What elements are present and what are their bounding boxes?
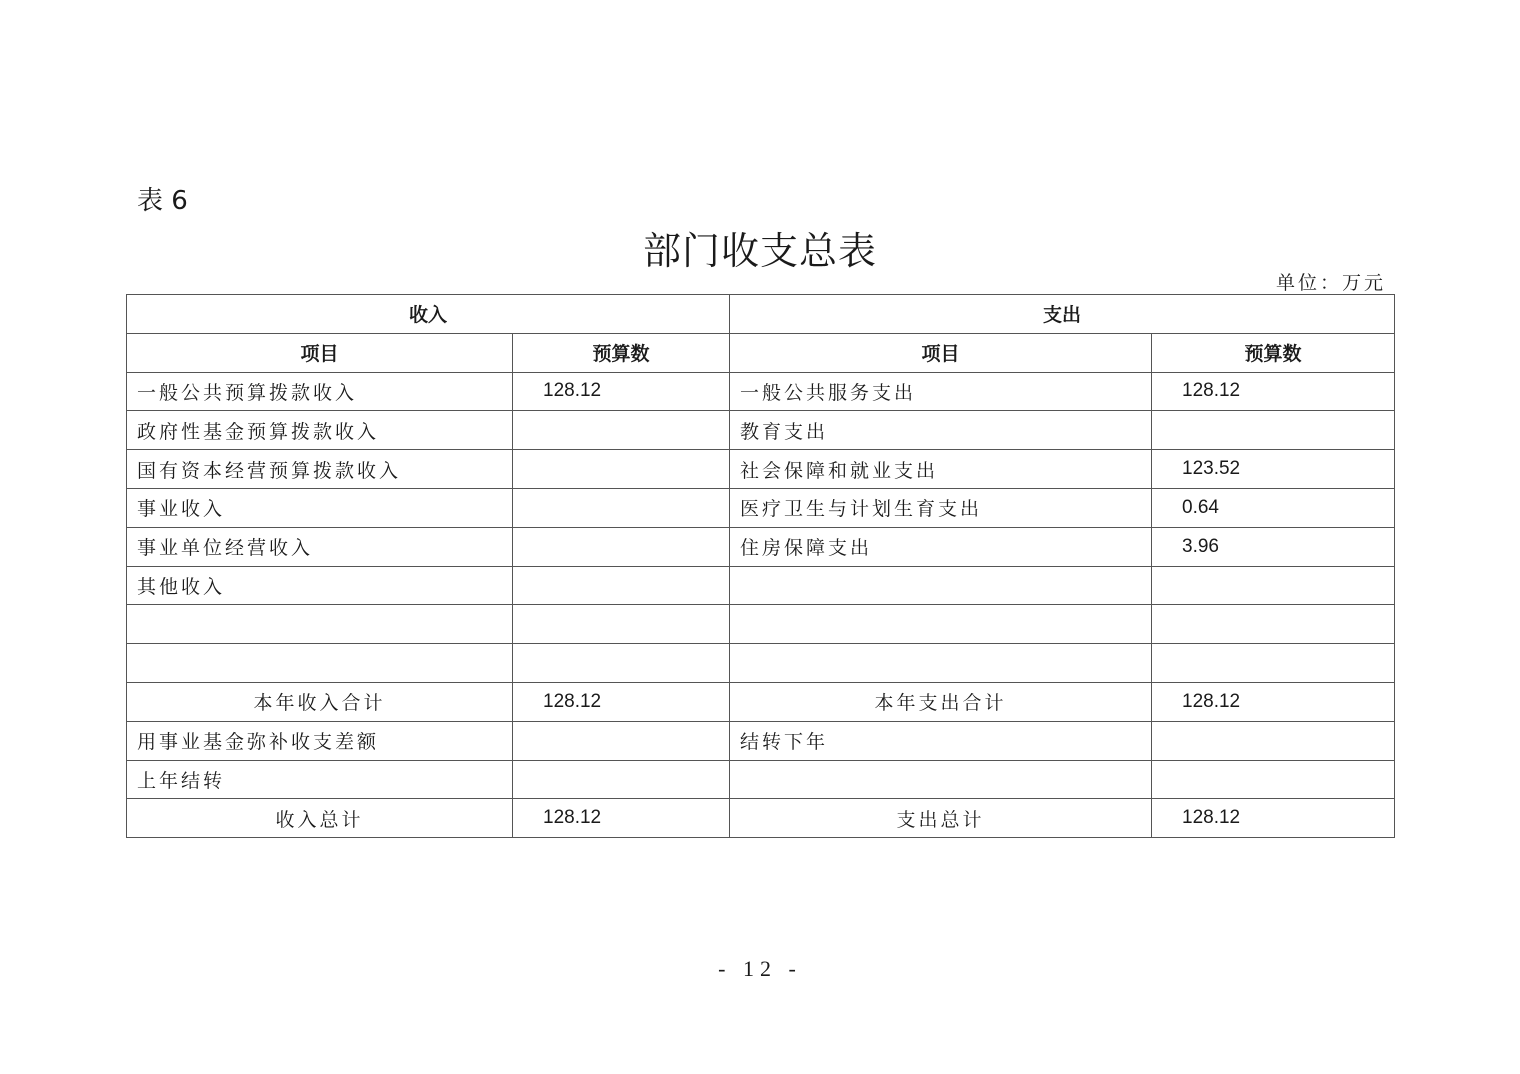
page-number: - 12 - (718, 956, 802, 981)
expenditure-item-cell: 一般公共服务支出 (730, 372, 1152, 411)
income-item-header: 项目 (127, 333, 513, 372)
table-row (127, 605, 1395, 644)
expenditure-budget-cell: 3.96 (1152, 527, 1395, 566)
expenditure-item-cell (730, 566, 1152, 605)
table-row (127, 450, 1395, 489)
expenditure-total-value: 128.12 (1152, 799, 1395, 838)
income-budget-cell (513, 450, 730, 489)
expenditure-budget-cell (1152, 605, 1395, 644)
table-row (127, 411, 1395, 450)
table-row (127, 760, 1395, 799)
income-item-cell: 一般公共预算拨款收入 (127, 372, 513, 411)
expenditure-budget-cell (1152, 721, 1395, 760)
income-item-cell: 事业单位经营收入 (127, 527, 513, 566)
income-budget-cell (513, 527, 730, 566)
income-subtotal-label: 本年收入合计 (127, 682, 513, 721)
expenditure-item-cell (730, 644, 1152, 683)
expenditure-item-header: 项目 (730, 333, 1152, 372)
unit-note: 单位：万元 (1276, 272, 1387, 294)
expenditure-item-cell (730, 605, 1152, 644)
income-item-cell: 其他收入 (127, 566, 513, 605)
expenditure-item-cell: 社会保障和就业支出 (730, 450, 1152, 489)
income-budget-cell (513, 566, 730, 605)
expenditure-item-cell: 教育支出 (730, 411, 1152, 450)
expenditure-budget-header: 预算数 (1152, 333, 1395, 372)
table-row (127, 527, 1395, 566)
expenditure-item-cell: 住房保障支出 (730, 527, 1152, 566)
subtotal-row (127, 682, 1395, 721)
expenditure-subtotal-value: 128.12 (1152, 682, 1395, 721)
table-row (127, 488, 1395, 527)
budget-summary-table (126, 294, 1395, 838)
expenditure-budget-cell (1152, 411, 1395, 450)
income-item-cell: 事业收入 (127, 488, 513, 527)
section-header-row (127, 295, 1395, 334)
income-item-cell: 用事业基金弥补收支差额 (127, 721, 513, 760)
income-subtotal-value: 128.12 (513, 682, 730, 721)
income-budget-cell: 128.12 (513, 372, 730, 411)
income-budget-cell (513, 488, 730, 527)
income-budget-cell (513, 605, 730, 644)
table-row (127, 372, 1395, 411)
expenditure-item-cell (730, 760, 1152, 799)
income-total-label: 收入总计 (127, 799, 513, 838)
table-row (127, 721, 1395, 760)
expenditure-item-cell: 医疗卫生与计划生育支出 (730, 488, 1152, 527)
expenditure-budget-cell (1152, 644, 1395, 683)
income-item-cell (127, 644, 513, 683)
expenditure-budget-cell: 128.12 (1152, 372, 1395, 411)
income-budget-cell (513, 721, 730, 760)
expenditure-total-label: 支出总计 (730, 799, 1152, 838)
income-section-header: 收入 (127, 295, 730, 334)
table-row (127, 566, 1395, 605)
income-budget-header: 预算数 (513, 333, 730, 372)
expenditure-section-header: 支出 (730, 295, 1395, 334)
expenditure-budget-cell (1152, 760, 1395, 799)
income-budget-cell (513, 411, 730, 450)
income-item-cell (127, 605, 513, 644)
table-row (127, 644, 1395, 683)
expenditure-budget-cell: 0.64 (1152, 488, 1395, 527)
table-label: 表 6 (137, 186, 188, 216)
total-row (127, 799, 1395, 838)
expenditure-subtotal-label: 本年支出合计 (730, 682, 1152, 721)
column-header-row (127, 333, 1395, 372)
income-item-cell: 国有资本经营预算拨款收入 (127, 450, 513, 489)
income-item-cell: 上年结转 (127, 760, 513, 799)
page-title: 部门收支总表 (642, 229, 877, 273)
expenditure-item-cell: 结转下年 (730, 721, 1152, 760)
expenditure-budget-cell (1152, 566, 1395, 605)
income-total-value: 128.12 (513, 799, 730, 838)
income-budget-cell (513, 644, 730, 683)
income-item-cell: 政府性基金预算拨款收入 (127, 411, 513, 450)
income-budget-cell (513, 760, 730, 799)
expenditure-budget-cell: 123.52 (1152, 450, 1395, 489)
